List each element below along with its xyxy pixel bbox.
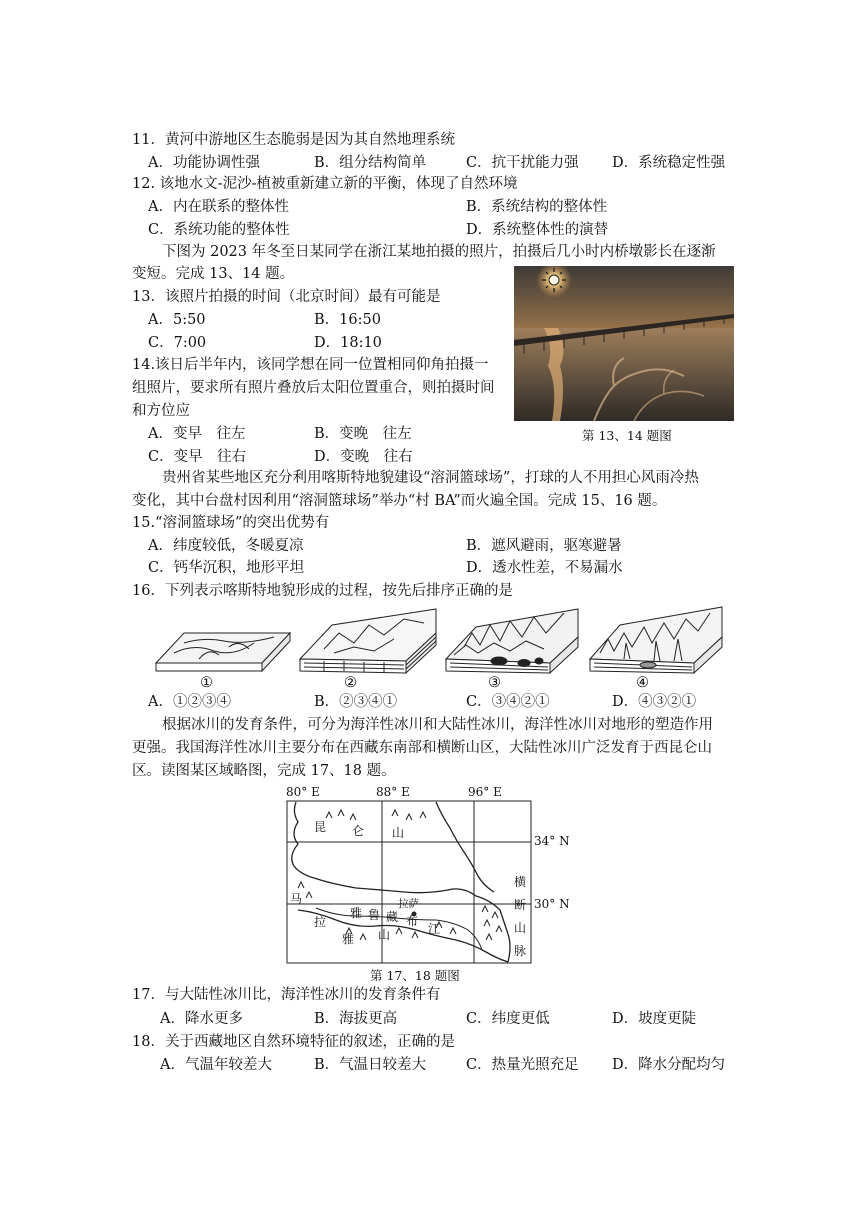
q11-option-b: B．组分结构简单 — [314, 155, 427, 171]
q15-stem: 15.“溶洞篮球场”的突出优势有 — [132, 515, 330, 531]
map-lon-80e: 80° E — [286, 785, 320, 799]
q13-stem: 13．该照片拍摄的时间（北京时间）最有可能是 — [132, 289, 441, 305]
q11-option-a: A．功能协调性强 — [148, 155, 260, 171]
map-lat-30n: 30° N — [534, 897, 570, 911]
photo-caption: 第 13、14 题图 — [582, 428, 672, 443]
q17-option-a: A．降水更多 — [160, 1011, 243, 1027]
q16-option-d: D．④③②① — [612, 694, 697, 710]
map-himalaya-1: 马 — [290, 892, 303, 906]
q16-option-c: C．③④②① — [466, 694, 550, 710]
q15-option-a: A．纬度较低，冬暖夏凉 — [148, 538, 304, 554]
karst-block-label-4: ④ — [636, 675, 649, 691]
sunset-bridge-photo — [514, 266, 734, 421]
q11-option-c: C．抗干扰能力强 — [466, 155, 579, 171]
q14-stem-line2: 组照片，要求所有照片叠放后太阳位置重合，则拍摄时间 — [132, 380, 495, 396]
map-himalaya-2: 拉 — [314, 915, 327, 929]
q18-option-a: A．气温年较差大 — [160, 1057, 272, 1073]
q12-option-a: A．内在联系的整体性 — [148, 199, 289, 215]
intro-17-18-line2: 更强。我国海洋性冰川主要分布在西藏东南部和横断山区，大陆性冰川广泛发育于西昆仑山 — [132, 740, 712, 756]
map-caption: 第 17、18 题图 — [370, 968, 460, 983]
q11-stem: 11．黄河中游地区生态脆弱是因为其自然地理系统 — [132, 132, 455, 148]
intro-17-18-line1: 根据冰川的发育条件，可分为海洋性冰川和大陆性冰川，海洋性冰川对地形的塑造作用 — [162, 717, 713, 733]
q18-stem: 18．关于西藏地区自然环境特征的叙述，正确的是 — [132, 1034, 455, 1050]
q14-option-d: D．变晚 往右 — [314, 449, 413, 465]
q14-stem-line1: 14.该日后半年内，该同学想在同一位置相同仰角拍摄一 — [132, 357, 489, 373]
q16-option-a: A．①②③④ — [148, 694, 231, 710]
karst-block-4 — [590, 607, 722, 673]
q13-option-c: C．7:00 — [148, 335, 207, 351]
q14-option-a: A．变早 往左 — [148, 426, 246, 442]
map-hengduan-1: 横 — [514, 875, 527, 889]
karst-block-label-3: ③ — [488, 675, 501, 691]
map-himalaya-4: 山 — [378, 928, 391, 942]
map-himalaya-3: 雅 — [342, 932, 355, 946]
q14-option-b: B．变晚 往左 — [314, 426, 412, 442]
q13-option-a: A．5:50 — [148, 312, 206, 328]
map-kunlun-2: 仑 — [352, 824, 365, 838]
map-lat-34n: 34° N — [534, 834, 570, 848]
map-hengduan-2: 断 — [514, 898, 527, 912]
karst-block-label-2: ② — [344, 675, 357, 691]
q18-option-b: B．气温日较差大 — [314, 1057, 427, 1073]
map-yarlung-1: 雅 — [350, 906, 363, 920]
q17-stem: 17．与大陆性冰川比，海洋性冰川的发育条件有 — [132, 987, 441, 1003]
q16-option-b: B．②③④① — [314, 694, 398, 710]
intro-17-18-line3: 区。读图某区域略图，完成 17、18 题。 — [132, 763, 396, 779]
q11-option-d: D．系统稳定性强 — [612, 155, 726, 171]
q12-option-c: C．系统功能的整体性 — [148, 222, 290, 238]
q12-option-b: B．系统结构的整体性 — [466, 199, 608, 215]
map-kunlun-3: 山 — [392, 826, 405, 840]
intro-13-14-line2: 变短。完成 13、14 题。 — [132, 266, 295, 282]
map-lon-88e: 88° E — [376, 785, 410, 799]
karst-block-label-1: ① — [200, 675, 213, 691]
karst-block-2 — [300, 609, 436, 673]
q12-option-d: D．系统整体性的演替 — [466, 222, 609, 238]
map-yarlung-5: 江 — [428, 922, 441, 936]
map-hengduan-3: 山 — [514, 921, 527, 935]
q18-option-c: C．热量光照充足 — [466, 1057, 579, 1073]
karst-block-1 — [156, 633, 290, 671]
q15-option-d: D．透水性差，不易漏水 — [466, 560, 623, 576]
q15-option-b: B．遮风避雨，驱寒避暑 — [466, 538, 622, 554]
intro-13-14-line1: 下图为 2023 年冬至日某同学在浙江某地拍摄的照片，拍摄后几小时内桥墩影长在逐渐 — [162, 244, 716, 260]
q13-option-d: D．18:10 — [314, 335, 382, 351]
map-yarlung-2: 鲁 — [368, 908, 381, 922]
karst-block-diagrams — [154, 603, 734, 675]
q13-option-b: B．16:50 — [314, 312, 381, 328]
q17-option-d: D．坡度更陡 — [612, 1011, 697, 1027]
map-lhasa-label: 拉萨 — [398, 898, 419, 910]
intro-15-16-line1: 贵州省某些地区充分利用喀斯特地貌建设“溶洞篮球场”，打球的人不用担心风雨冷热 — [162, 470, 699, 486]
karst-block-3 — [446, 609, 578, 673]
q18-option-d: D．降水分配均匀 — [612, 1057, 726, 1073]
map-yarlung-4: 布 — [406, 914, 419, 928]
q17-option-c: C．纬度更低 — [466, 1011, 550, 1027]
q12-stem: 12. 该地水文-泥沙-植被重新建立新的平衡，体现了自然环境 — [132, 176, 518, 192]
map-kunlun-1: 昆 — [314, 820, 327, 834]
q16-stem: 16．下列表示喀斯特地貌形成的过程，按先后排序正确的是 — [132, 583, 513, 599]
q15-option-c: C．钙华沉积，地形平坦 — [148, 560, 305, 576]
q14-option-c: C．变早 往右 — [148, 449, 247, 465]
map-lon-96e: 96° E — [468, 785, 502, 799]
map-hengduan-4: 脉 — [514, 944, 527, 958]
q14-stem-line3: 和方位应 — [132, 403, 190, 419]
map-yarlung-3: 藏 — [386, 910, 399, 924]
q17-option-b: B．海拔更高 — [314, 1011, 398, 1027]
intro-15-16-line2: 变化，其中台盘村因利用“溶洞篮球场”举办“村 BA”而火遍全国。完成 15、16 题。 — [132, 493, 667, 509]
